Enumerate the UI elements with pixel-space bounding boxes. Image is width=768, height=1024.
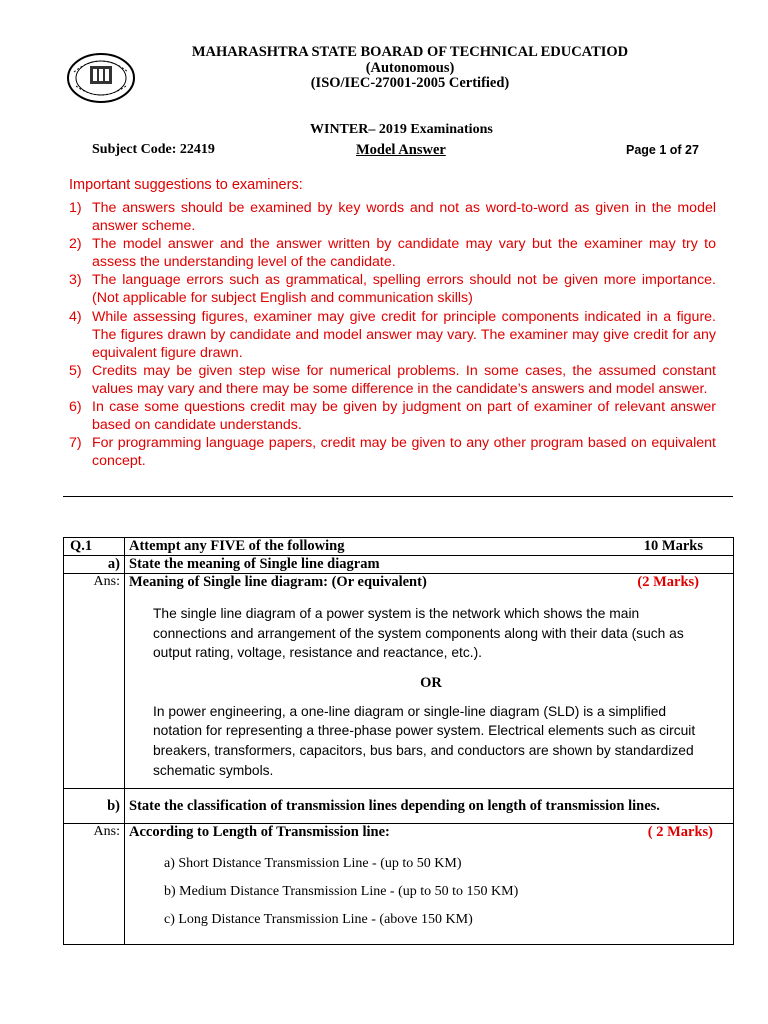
suggestion-item — [69, 434, 716, 470]
section-divider — [63, 496, 733, 497]
suggestion-text: For programming language papers, credit may be given to any other program based on equivalent concept. — [92, 435, 716, 470]
subject-code: Subject Code: 22419 — [92, 142, 215, 157]
certification-label: (ISO/IEC-27001-2005 Certified) — [310, 75, 510, 91]
suggestion-num: 7) — [69, 435, 82, 452]
part-a-ans-label: Ans: — [64, 574, 125, 789]
part-b-question: State the classification of transmission lines depending on length of transmission lines. — [125, 789, 734, 824]
suggestion-num: 4) — [69, 308, 82, 325]
suggestions-list — [69, 199, 716, 470]
question-table — [63, 537, 734, 945]
part-b-item: a) Short Distance Transmission Line - (up to 50 KM) — [164, 856, 462, 872]
suggestion-item — [69, 308, 716, 362]
suggestion-item — [69, 398, 716, 434]
part-a-para-1: The single line diagram of a power system is the network which shows the main connections and arrangement of the system components along with their data (such as output rating, voltage, resistance and reactance, etc.). — [153, 606, 684, 661]
model-answer-label: Model Answer — [356, 142, 446, 158]
part-b-list — [164, 850, 733, 934]
q1-marks: 10 Marks — [643, 538, 703, 554]
part-b-answer — [125, 824, 734, 945]
part-b-row — [64, 789, 734, 824]
suggestion-item — [69, 199, 716, 235]
part-a-ans-marks: (2 Marks) — [637, 574, 699, 590]
part-b-label: b) — [64, 789, 125, 824]
part-b-answer-row — [64, 824, 734, 945]
autonomous-label: (Autonomous) — [365, 60, 455, 76]
exam-title: WINTER– 2019 Examinations — [310, 122, 493, 137]
suggestion-num: 3) — [69, 272, 82, 289]
suggestion-num: 6) — [69, 399, 82, 416]
suggestion-num: 2) — [69, 236, 82, 253]
page-number: Page 1 of 27 — [626, 143, 699, 157]
q1-row — [64, 538, 734, 556]
q1-text: Attempt any FIVE of the following — [129, 538, 345, 554]
part-b-ans-heading: According to Length of Transmission line: — [129, 824, 390, 841]
part-a-label: a) — [64, 556, 125, 574]
part-b-ans-marks: ( 2 Marks) — [647, 824, 713, 841]
q1-cell — [125, 538, 734, 556]
part-b-ans-label: Ans: — [64, 824, 125, 945]
suggestion-num: 1) — [69, 200, 82, 216]
suggestion-item — [69, 271, 716, 307]
board-name: MAHARASHTRA STATE BOARAD OF TECHNICAL EDUCATIOD — [191, 44, 629, 60]
suggestion-text: The language errors such as grammatical, spelling errors should not be given more importance. (Not applicable for subject English and communication skills) — [92, 272, 716, 307]
suggestion-text: While assessing figures, examiner may give credit for principle components indicated in a figure. The figures drawn by candidate and model answer may vary. The examiner may give credit for any equivalent figure drawn. — [92, 308, 716, 361]
suggestion-num: 5) — [69, 362, 82, 379]
suggestions-title: Important suggestions to examiners: — [69, 177, 303, 193]
msbte-logo — [66, 52, 136, 104]
part-b-item: b) Medium Distance Transmission Line - (up to 50 to 150 KM) — [164, 884, 519, 900]
part-a-answer — [125, 574, 734, 789]
suggestion-text: Credits may be given step wise for numerical problems. In some cases, the assumed constant values may vary and there may be some difference in the candidate’s answers and model answer. — [92, 362, 716, 397]
part-b-item: c) Long Distance Transmission Line - (above 150 KM) — [164, 912, 473, 928]
part-a-question: State the meaning of Single line diagram — [125, 556, 734, 574]
part-a-row — [64, 556, 734, 574]
suggestion-item — [69, 362, 716, 398]
part-a-or: OR — [420, 674, 442, 691]
suggestion-text: In case some questions credit may be given by judgment on part of examiner of relevant answer based on candidate understands. — [92, 399, 716, 434]
suggestion-item — [69, 235, 716, 271]
part-a-para-2: In power engineering, a one-line diagram or single-line diagram (SLD) is a simplified notation for representing a three-phase power system. Electrical elements such as circuit breakers, transformers, capacitors, bus bars, and conductors are shown by standardized schematic symbols. — [153, 703, 696, 778]
q1-label: Q.1 — [64, 538, 125, 556]
part-a-ans-heading: Meaning of Single line diagram: (Or equivalent) — [129, 574, 427, 590]
suggestion-text: The answers should be examined by key words and not as word-to-word as given in the model answer scheme. — [92, 200, 716, 235]
part-a-answer-row — [64, 574, 734, 789]
suggestion-text: The model answer and the answer written by candidate may vary but the examiner may try to assess the understanding level of the candidate. — [92, 236, 716, 271]
